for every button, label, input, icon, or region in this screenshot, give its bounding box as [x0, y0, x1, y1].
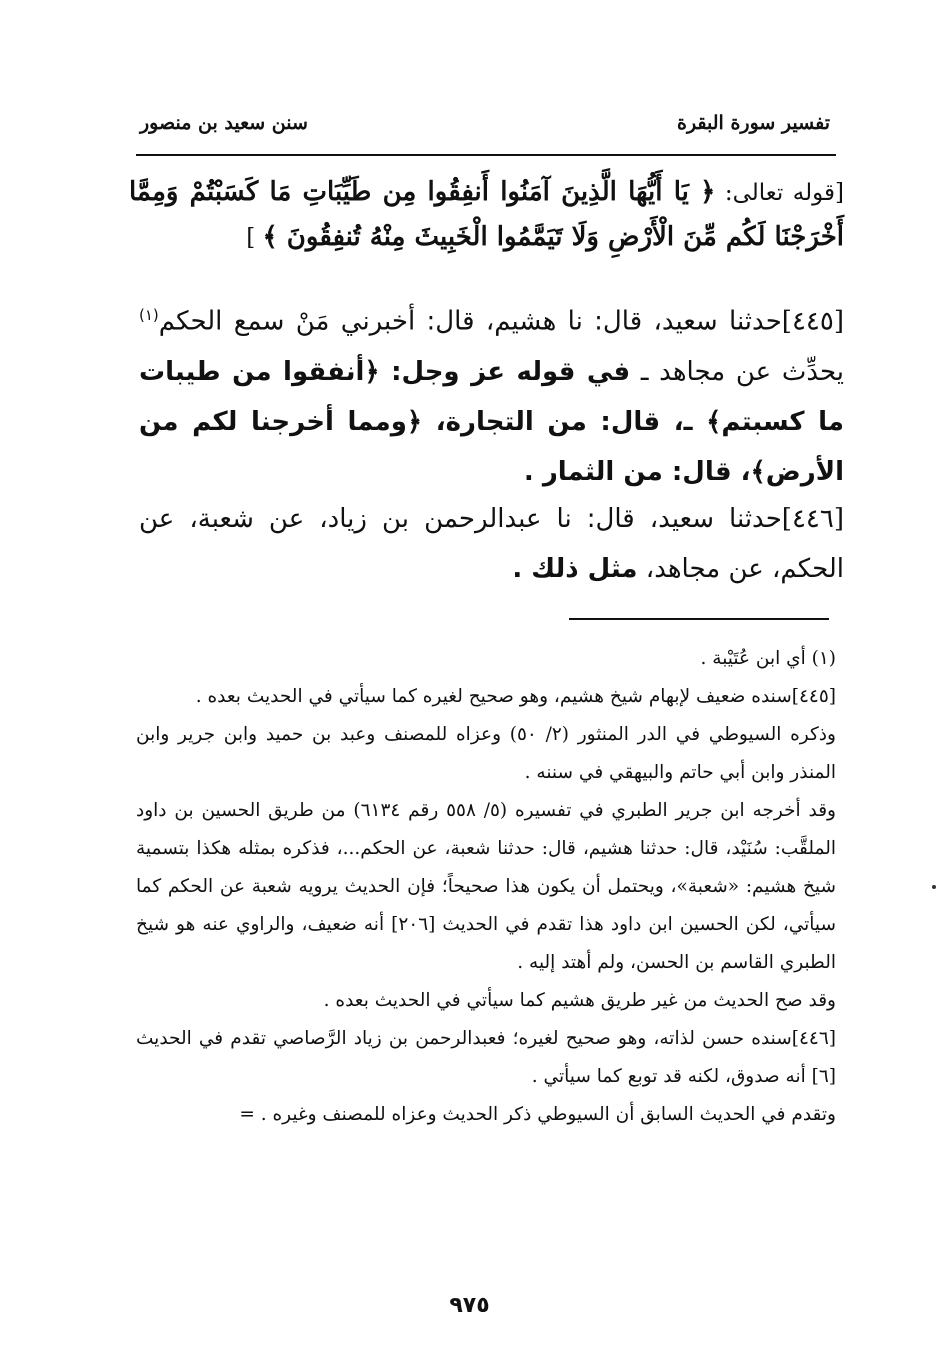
verse-text: ﴿ يَا أَيُّهَا الَّذِينَ آمَنُوا أَنفِقُوا مِن طَيِّبَاتِ مَا كَسَبْتُمْ وَمِمَّا أَخْرَجْنَا لَكُم مِّنَ الْأَرْضِ وَلَا تَيَمَّمُوا الْخَبِيثَ مِنْهُ تُنفِقُونَ ﴾ — [129, 177, 844, 252]
hadith-number: [٤٤٦] — [781, 504, 844, 534]
header-book-title: سنن سعيد بن منصور — [140, 112, 308, 134]
footnote-1: (١) أي ابن عُتَيْبة . — [700, 648, 836, 669]
verse-intro: [قوله تعالى: — [724, 180, 844, 206]
header-divider — [136, 154, 836, 156]
running-header — [140, 112, 830, 148]
footnote-445: [٤٤٥]سنده ضعيف لإبهام شيخ هشيم، وهو صحيح لغيره كما سيأتي في الحديث بعده . — [195, 686, 836, 707]
hadith-text: حدثنا سعيد، قال: نا هشيم، قال: أخبرني مَنْ سمع الحكم — [158, 306, 782, 337]
page-number: ٩٧٥ — [449, 1293, 490, 1318]
footnote-446-paragraph-2: وتقدم في الحديث السابق أن السيوطي ذكر الحديث وعزاه للمصنف وغيره . = — [239, 1104, 836, 1125]
hadith-445 — [139, 290, 844, 497]
verse-close-bracket: ] — [246, 225, 256, 251]
footnote-divider — [569, 618, 829, 620]
hadith-text-bold: في قوله عز وجل: ﴿أنفقوا من طيبات ما كسبتم﴾ ـ، قال: من التجارة، ﴿ومما أخرجنا لكم من الأرض﴾، قال: من الثمار . — [139, 356, 844, 487]
hadith-446 — [139, 494, 844, 594]
hadith-text-continued: يحدِّث عن مجاهد ـ — [640, 356, 844, 387]
footnote-445-paragraph-3: وقد أخرجه ابن جرير الطبري في تفسيره (٥/ ٥٥٨ رقم ٦١٣٤) من طريق الحسين بن داود الملقَّب: سُنَيْد، قال: حدثنا هشيم، قال: حدثنا شعبة، عن الحكم...، فذكره بمثله هكذا بتسمية شيخ هشيم: «شعبة»، ويحتمل أن يكون هذا صحيحاً؛ فإن الحديث يرويه شعبة عن الحكم كما سيأتي، لكن الحسين ابن داود هذا تقدم في الحديث [٢٠٦] أنه ضعيف، والراوي عنه هو شيخ الطبري القاسم بن الحسن، ولم أهتد إليه . — [136, 800, 836, 973]
hadith-text: حدثنا سعيد، قال: نا عبدالرحمن بن زياد، عن شعبة، عن الحكم، عن مجاهد، — [139, 504, 844, 584]
footnote-reference: (١) — [139, 306, 159, 324]
footnotes — [136, 640, 836, 1134]
scan-speck — [932, 885, 936, 889]
quran-verse-block — [129, 170, 844, 260]
footnote-445-paragraph-2: وذكره السيوطي في الدر المنثور (٢/ ٥٠) وعزاه للمصنف وعبد بن حميد وابن جرير وابن المنذر وابن أبي حاتم والبيهقي في سننه . — [136, 724, 836, 783]
footnote-446: [٤٤٦]سنده حسن لذاته، وهو صحيح لغيره؛ فعبدالرحمن بن زياد الرَّصاصي تقدم في الحديث [٦] أنه صدوق، لكنه قد توبع كما سيأتي . — [136, 1028, 836, 1087]
header-chapter-title: تفسير سورة البقرة — [676, 112, 830, 134]
hadith-number: [٤٤٥] — [781, 306, 844, 337]
footnote-445-paragraph-4: وقد صح الحديث من غير طريق هشيم كما سيأتي في الحديث بعده . — [323, 990, 836, 1011]
hadith-text-bold: مثل ذلك . — [512, 554, 638, 584]
